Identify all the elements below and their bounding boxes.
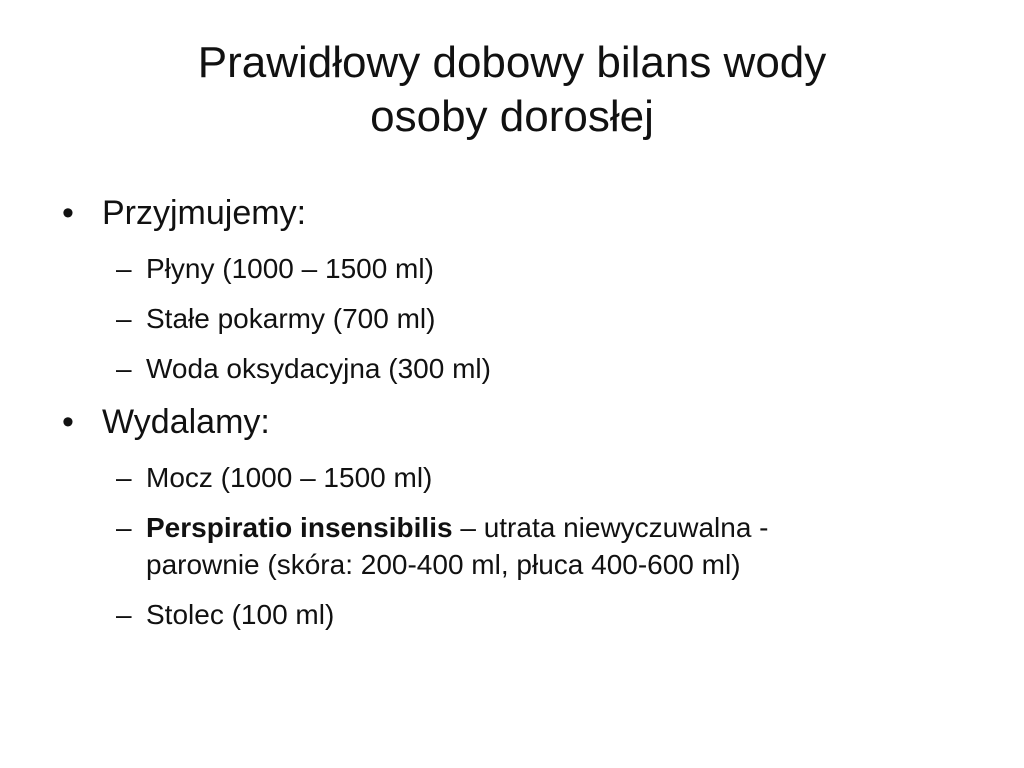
bullet-icon: • [62, 194, 74, 232]
list-item [60, 509, 960, 583]
list-item-text: Stałe pokarmy (700 ml) [146, 303, 436, 334]
list-item [60, 250, 960, 287]
section-heading-output [60, 399, 960, 445]
dash-icon: – [116, 599, 132, 630]
slide-content [60, 186, 960, 633]
term-bold: Perspiratio insensibilis [146, 512, 453, 543]
list-item [60, 350, 960, 387]
term-description: – utrata niewyczuwalna - [452, 512, 769, 543]
list-item-continuation: parownie (skóra: 200-400 ml, płuca 400-600 ml) [146, 549, 741, 580]
dash-icon: – [116, 462, 132, 493]
bullet-icon: • [62, 403, 74, 441]
list-item [60, 459, 960, 496]
dash-icon: – [116, 303, 132, 334]
dash-icon: – [116, 353, 132, 384]
section-heading-text: Wydalamy: [102, 403, 270, 441]
slide-title-line-1: Prawidłowy dobowy bilans wody [197, 38, 827, 87]
section-heading-text: Przyjmujemy: [102, 194, 307, 232]
list-item [60, 300, 960, 337]
slide-title [60, 36, 964, 144]
list-item-text: Mocz (1000 – 1500 ml) [146, 462, 433, 493]
dash-icon: – [116, 512, 132, 543]
list-item-text: Woda oksydacyjna (300 ml) [146, 353, 491, 384]
list-item-text [146, 509, 960, 546]
section-heading-intake [60, 190, 960, 236]
slide-title-line-2: osoby dorosłej [370, 92, 654, 141]
list-item [60, 596, 960, 633]
dash-icon: – [116, 253, 132, 284]
list-item-text: Płyny (1000 – 1500 ml) [146, 253, 434, 284]
list-item-text: Stolec (100 ml) [146, 599, 335, 630]
